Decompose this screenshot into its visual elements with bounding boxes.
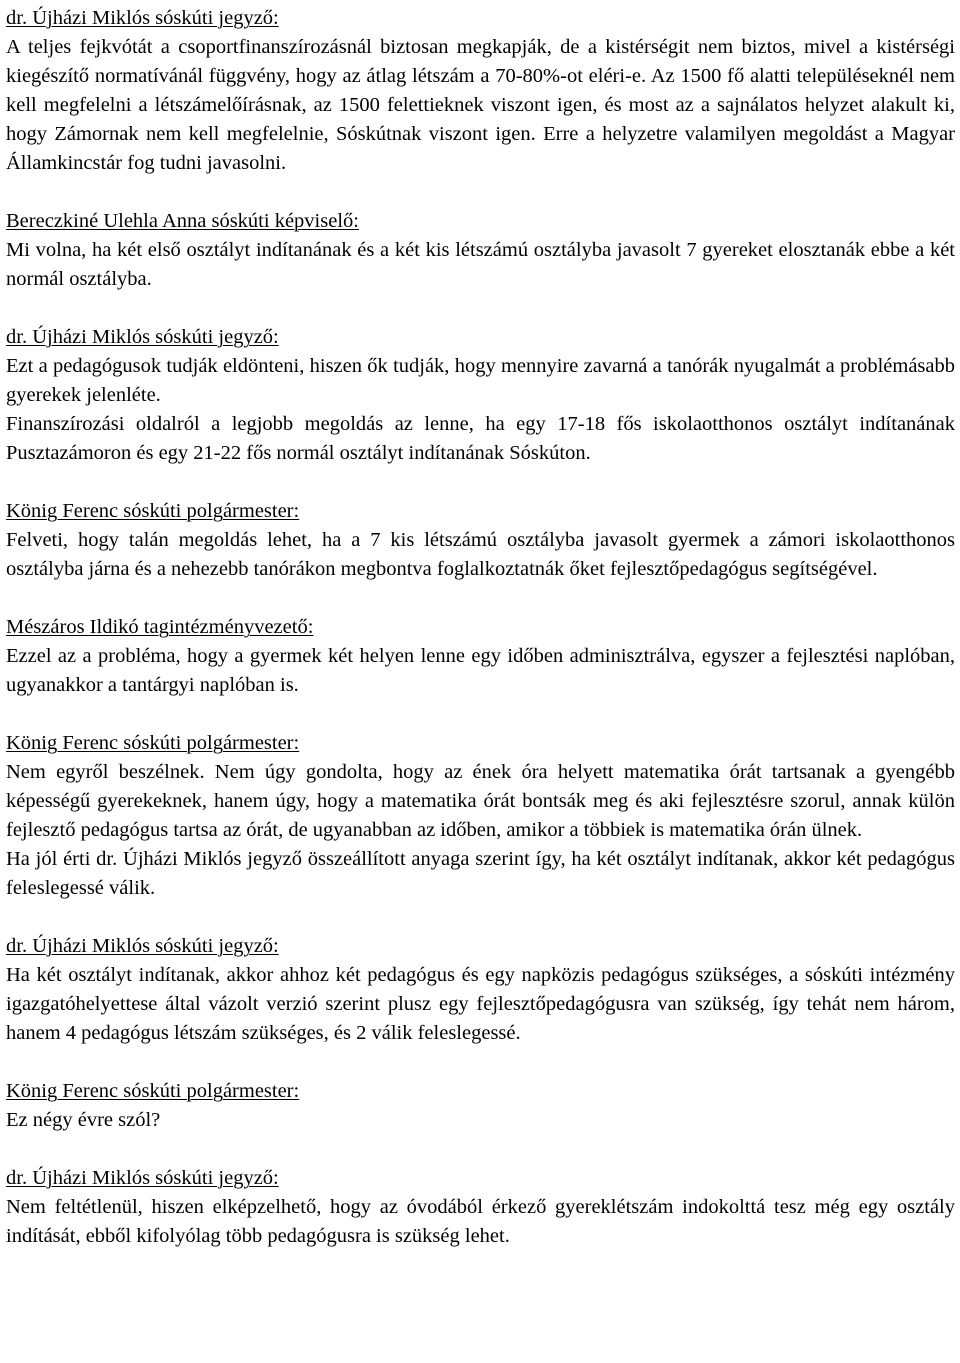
statement-block	[6, 729, 955, 903]
speaker-name: König Ferenc sóskúti polgármester:	[6, 1080, 300, 1102]
statement-block	[6, 932, 955, 1048]
statement-text: Ezzel az a probléma, hogy a gyermek két helyen lenne egy időben adminisztrálva, egyszer a fejlesztési naplóban, ugyanakkor a tantárgyi naplóban is.	[6, 645, 955, 696]
statement-text: A teljes fejkvótát a csoportfinanszírozásnál biztosan megkapják, de a kistérségit nem biztos, mivel a kistérségi kiegészítő normatívánál függvény, hogy az átlag létszám a 70-80%-ot eléri-e. Az 1500 fő alatti településeknél nem kell megfelelni a létszámelőírásnak, az 1500 felettieknek viszont igen, és most az a sajnálatos helyzet alakult ki, hogy Zámornak nem kell megfelelnie, Sóskútnak viszont igen. Erre a helyzetre valamilyen megoldást a Magyar Államkincstár fog tudni javasolni.	[6, 36, 955, 174]
statement-block	[6, 323, 955, 468]
statement-text: Finanszírozási oldalról a legjobb megoldás az lenne, ha egy 17-18 fős iskolaotthonos osztályt indítanának Pusztazámoron és egy 21-22 fős normál osztályt indítanának Sóskúton.	[6, 413, 955, 464]
statement-block	[6, 1077, 955, 1135]
speaker-name: dr. Újházi Miklós sóskúti jegyző:	[6, 326, 279, 348]
statement-text: Felveti, hogy talán megoldás lehet, ha a 7 kis létszámú osztályba javasolt gyermek a zámori iskolaotthonos osztályba járna és a nehezebb tanórákon megbontva foglalkoztatnák őket fejlesztőpedagógus segítségével.	[6, 529, 955, 580]
statement-block	[6, 613, 955, 700]
statement-block	[6, 207, 955, 294]
statement-text: Ezt a pedagógusok tudják eldönteni, hiszen ők tudják, hogy mennyire zavarná a tanórák nyugalmát a problémásabb gyerekek jelenléte.	[6, 355, 955, 406]
statement-text: Nem egyről beszélnek. Nem úgy gondolta, hogy az ének óra helyett matematika órát tartsanak a gyengébb képességű gyerekeknek, hanem úgy, hogy a matematika órát bontsák meg és aki fejlesztésre szorul, annak külön fejlesztő pedagógus tartsa az órát, de ugyanabban az időben, amikor a többiek is matematika órán ülnek.	[6, 761, 955, 841]
statement-text: Ha két osztályt indítanak, akkor ahhoz két pedagógus és egy napközis pedagógus szükséges, a sóskúti intézmény igazgatóhelyettese által vázolt verzió szerint plusz egy fejlesztőpedagógusra van szükség, így tehát nem három, hanem 4 pedagógus létszám szükséges, és 2 válik feleslegessé.	[6, 964, 955, 1044]
speaker-name: Bereczkiné Ulehla Anna sóskúti képviselő:	[6, 210, 359, 232]
statement-text: Ha jól érti dr. Újházi Miklós jegyző összeállított anyaga szerint így, ha két osztályt indítanak, akkor két pedagógus feleslegessé válik.	[6, 848, 955, 899]
statement-text: Ez négy évre szól?	[6, 1109, 161, 1131]
statement-block	[6, 497, 955, 584]
statement-block	[6, 1164, 955, 1251]
statement-text: Mi volna, ha két első osztályt indítanának és a két kis létszámú osztályba javasolt 7 gyereket elosztanák ebbe a két normál osztályba.	[6, 239, 955, 290]
speaker-name: dr. Újházi Miklós sóskúti jegyző:	[6, 1167, 279, 1189]
speaker-name: dr. Újházi Miklós sóskúti jegyző:	[6, 935, 279, 957]
statement-block	[6, 4, 955, 178]
speaker-name: König Ferenc sóskúti polgármester:	[6, 732, 300, 754]
speaker-name: König Ferenc sóskúti polgármester:	[6, 500, 300, 522]
statement-text: Nem feltétlenül, hiszen elképzelhető, hogy az óvodából érkező gyereklétszám indokolttá tesz még egy osztály indítását, ebből kifolyólag több pedagógusra is szükség lehet.	[6, 1196, 955, 1247]
speaker-name: dr. Újházi Miklós sóskúti jegyző:	[6, 7, 279, 29]
speaker-name: Mészáros Ildikó tagintézményvezető:	[6, 616, 314, 638]
